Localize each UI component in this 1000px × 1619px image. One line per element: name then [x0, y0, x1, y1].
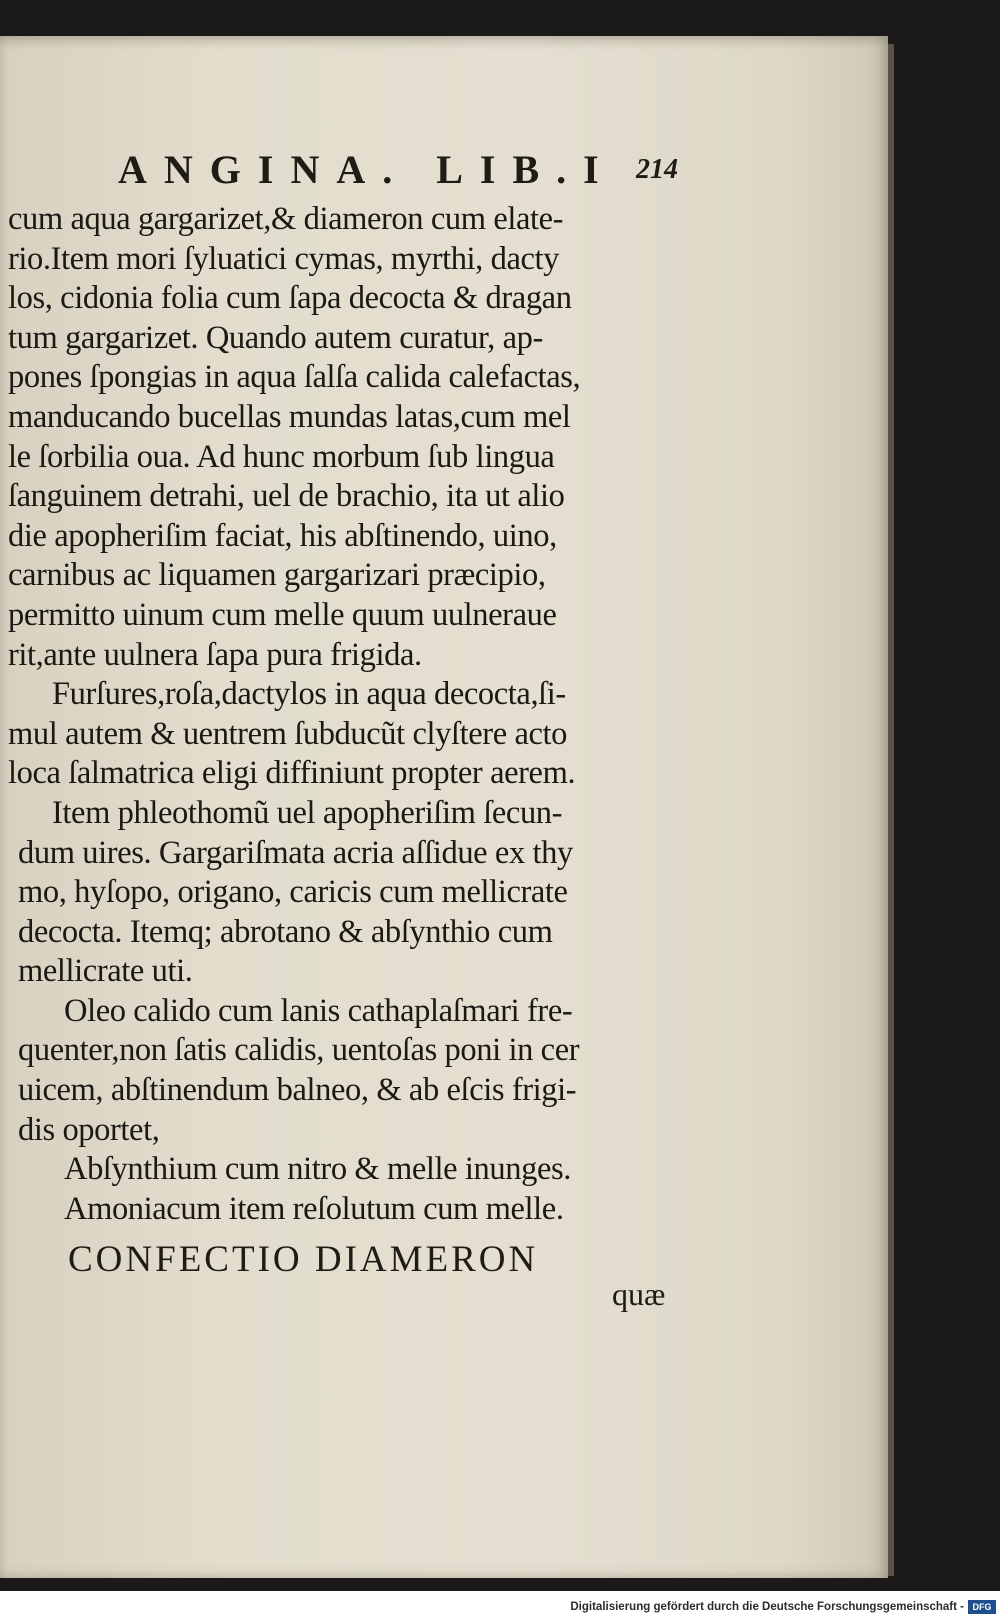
funding-credit: Digitalisierung gefördert durch die Deutsche Forschungsgemeinschaft -: [570, 1601, 964, 1613]
page-edge: [888, 44, 894, 1576]
text-line: decocta. Itemq; abrotano & abſynthio cum: [18, 913, 553, 950]
text-line: mo, hyſopo, origano, caricis cum mellicrate: [18, 874, 568, 911]
text-line: Oleo calido cum lanis cathaplaſmari fre-: [64, 992, 573, 1029]
text-line: manducando bucellas mundas latas,cum mel: [8, 398, 571, 435]
catchword: quæ: [612, 1276, 666, 1312]
text-line: ſanguinem detrahi, uel de brachio, ita ut alio: [8, 478, 565, 515]
text-line: Item phleothomũ uel apopheriſim ſecun-: [52, 794, 563, 831]
folio-number: 214: [636, 154, 678, 185]
text-line: mellicrate uti.: [18, 953, 193, 990]
text-line: pones ſpongias in aqua ſalſa calida calefactas,: [8, 359, 581, 396]
text-line: los, cidonia folia cum ſapa decocta & dragan: [8, 280, 572, 317]
text-line: dis oportet,: [18, 1111, 160, 1148]
running-title: ANGINA. LIB.I: [118, 147, 616, 192]
text-line: loca ſalmatrica eligi diffiniunt propter aerem.: [8, 755, 576, 792]
text-line: tum gargarizet. Quando autem curatur, ap-: [8, 319, 543, 356]
text-line: permitto uinum cum melle quum uulneraue: [8, 596, 557, 633]
text-line: die apopheriſim faciat, his abſtinendo, uino,: [8, 517, 557, 554]
text-line: rit,ante uulnera ſapa pura frigida.: [8, 636, 422, 673]
digitization-footer: [0, 1591, 1000, 1619]
running-head: [118, 146, 678, 190]
text-line: rio.Item mori ſyluatici cymas, myrthi, dacty: [8, 240, 560, 277]
text-line: carnibus ac liquamen gargarizari præcipio,: [8, 557, 546, 594]
text-line: cum aqua gargarizet,& diameron cum elate-: [8, 201, 564, 237]
text-line: Furſures,roſa,dactylos in aqua decocta,ſi-: [52, 676, 566, 713]
text-line: dum uires. Gargariſmata acria aſſidue ex thy: [18, 834, 573, 871]
body-text: [8, 200, 684, 1229]
text-line: Amoniacum item reſolutum cum melle.: [64, 1190, 564, 1227]
section-heading: CONFECTIO DIAMERON: [68, 1239, 539, 1280]
text-line: mul autem & uentrem ſubducũt clyſtere acto: [8, 715, 567, 752]
text-line: le ſorbilia oua. Ad hunc morbum ſub lingua: [8, 438, 555, 475]
text-line: uicem, abſtinendum balneo, & ab eſcis frigi-: [18, 1072, 577, 1109]
text-line: quenter,non ſatis calidis, uentoſas poni in cer: [18, 1032, 580, 1069]
dfg-logo: DFG: [968, 1600, 996, 1614]
text-line: Abſynthium cum nitro & melle inunges.: [64, 1151, 571, 1188]
